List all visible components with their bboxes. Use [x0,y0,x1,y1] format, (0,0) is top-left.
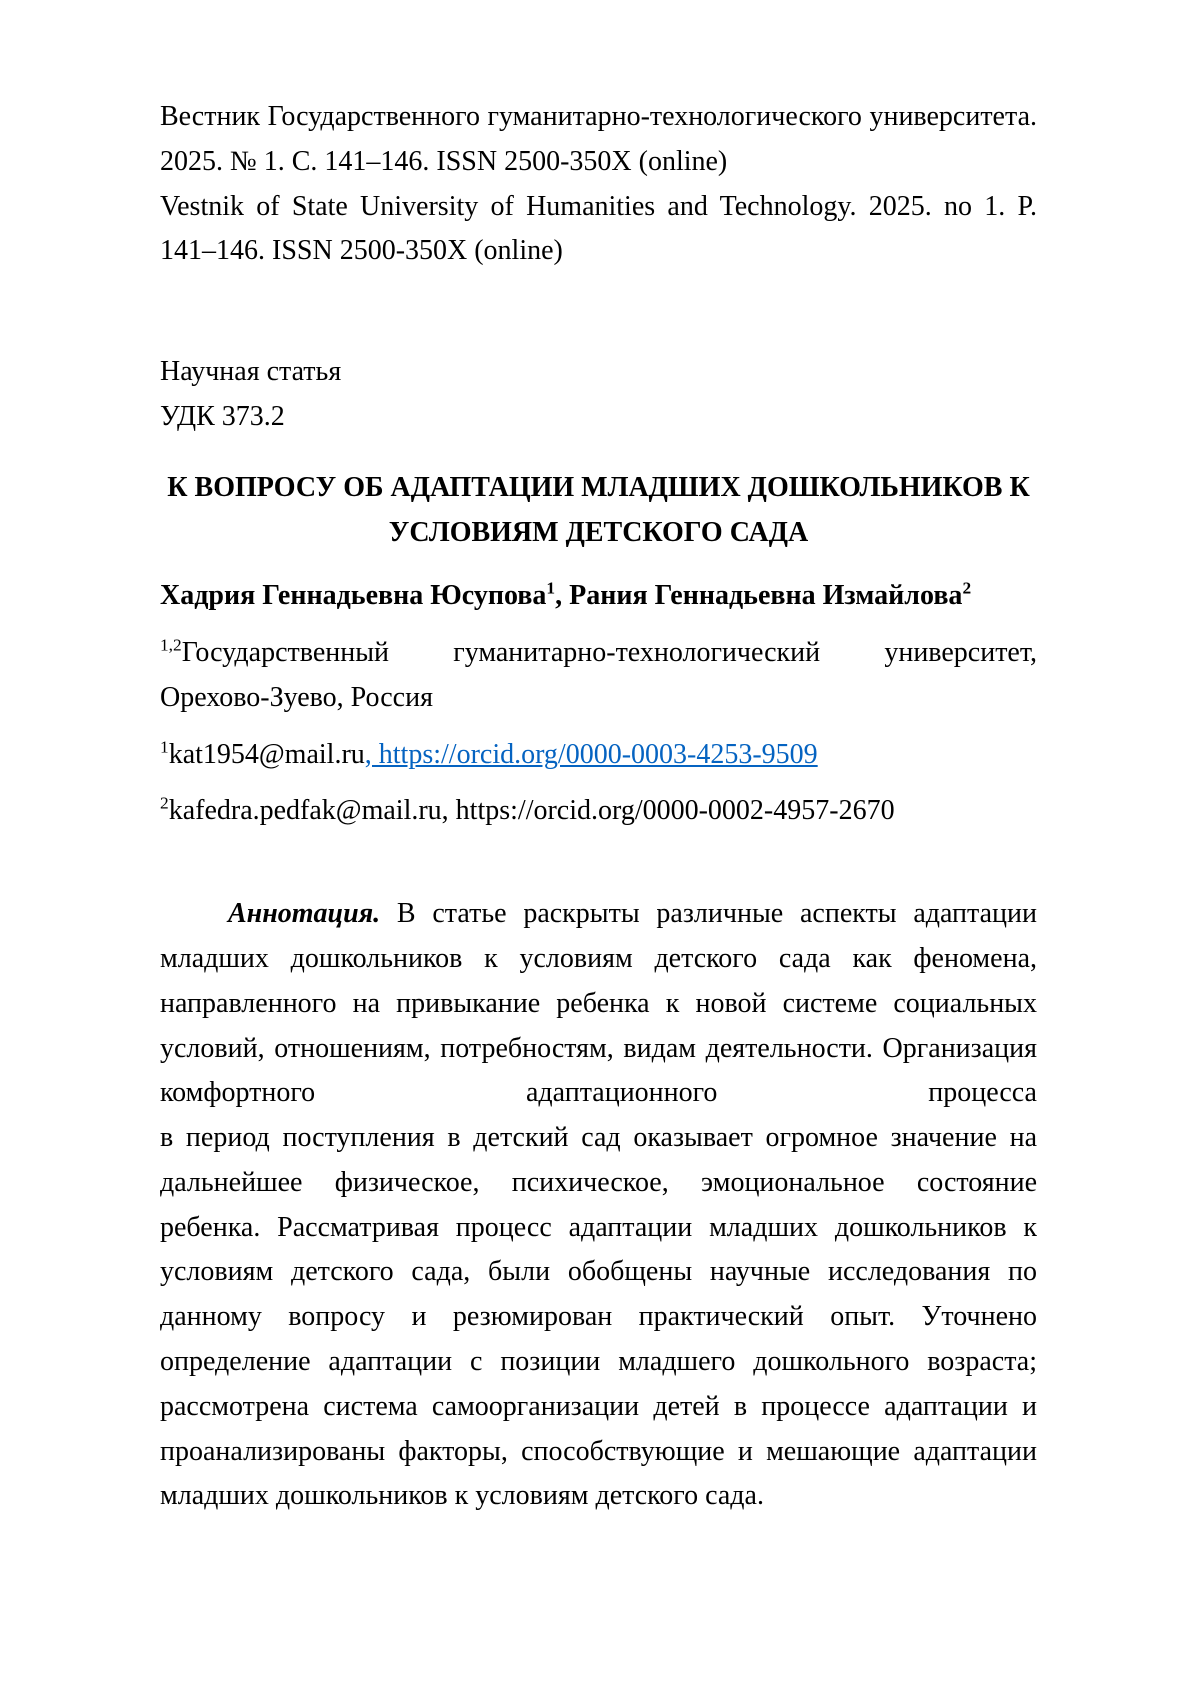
abstract-label: Аннотация. [228,898,381,930]
udc-label: УДК 373.2 [160,400,285,432]
author-1-superscript: 1 [546,578,556,598]
contact-line-2 [160,789,1037,834]
authors-separator: , [555,580,570,612]
journal-header-en: Vestnik of State University of Humanities and Technology. 2025. no 1. P. 141–146. ISSN 2500-350X (online) [160,190,1037,267]
author-1-name: Хадрия Геннадьевна Юсупова [160,580,547,612]
contact-1-email: kat1954@mail.ru [168,738,365,770]
author-2-name: Рания Геннадьевна Измайлова [569,580,963,612]
abstract-paragraph-1 [160,892,1037,1116]
abstract-text-1: В статье раскрыты различные аспекты адаптации младших дошкольников к условиям детского сада как феномена, направленного на привыкание ребенка к новой системе социальных условий, отношениям, потребностям, видам деятельности. Организация комфортного адаптационного процесса [160,898,1037,1109]
affiliation-line [160,631,1037,721]
contact-2-superscript: 2 [160,793,169,813]
article-title: К ВОПРОСУ ОБ АДАПТАЦИИ МЛАДШИХ ДОШКОЛЬНИКОВ К УСЛОВИЯМ ДЕТСКОГО САДА [167,471,1030,548]
article-type-label: Научная статья [160,356,342,388]
authors-line [160,574,1037,619]
contact-1-orcid-link[interactable]: , https://orcid.org/0000-0003-4253-9509 [364,738,818,770]
contact-1-superscript: 1 [160,737,169,757]
affiliation-superscript: 1,2 [160,635,182,655]
affiliation-text: Государственный гуманитарно-технологический университет, Орехово-Зуево, Россия [160,636,1037,713]
journal-header-ru: Вестник Государственного гуманитарно-технологического университета. 2025. № 1. С. 141–146. ISSN 2500-350X (online) [160,101,1037,177]
author-2-superscript: 2 [962,578,972,598]
contact-2-text: kafedra.pedfak@mail.ru, https://orcid.org/0000-0002-4957-2670 [168,795,895,827]
contact-line-1 [160,733,1037,778]
abstract-paragraph-2: в период поступления в детский сад оказывает огромное значение на дальнейшее физическое, психическое, эмоциональное состояние ребенка. Рассматривая процесс адаптации младших дошкольников к условиям детского сада, были обобщены научные исследования по данному вопросу и резюмирован практический опыт. Уточнено определение адаптации с позиции младшего дошкольного возраста; рассмотрена система самоорганизации детей в процессе адаптации и проанализированы факторы, способствующие и мешающие адаптации младших дошкольников к условиям детского сада. [160,1122,1037,1512]
